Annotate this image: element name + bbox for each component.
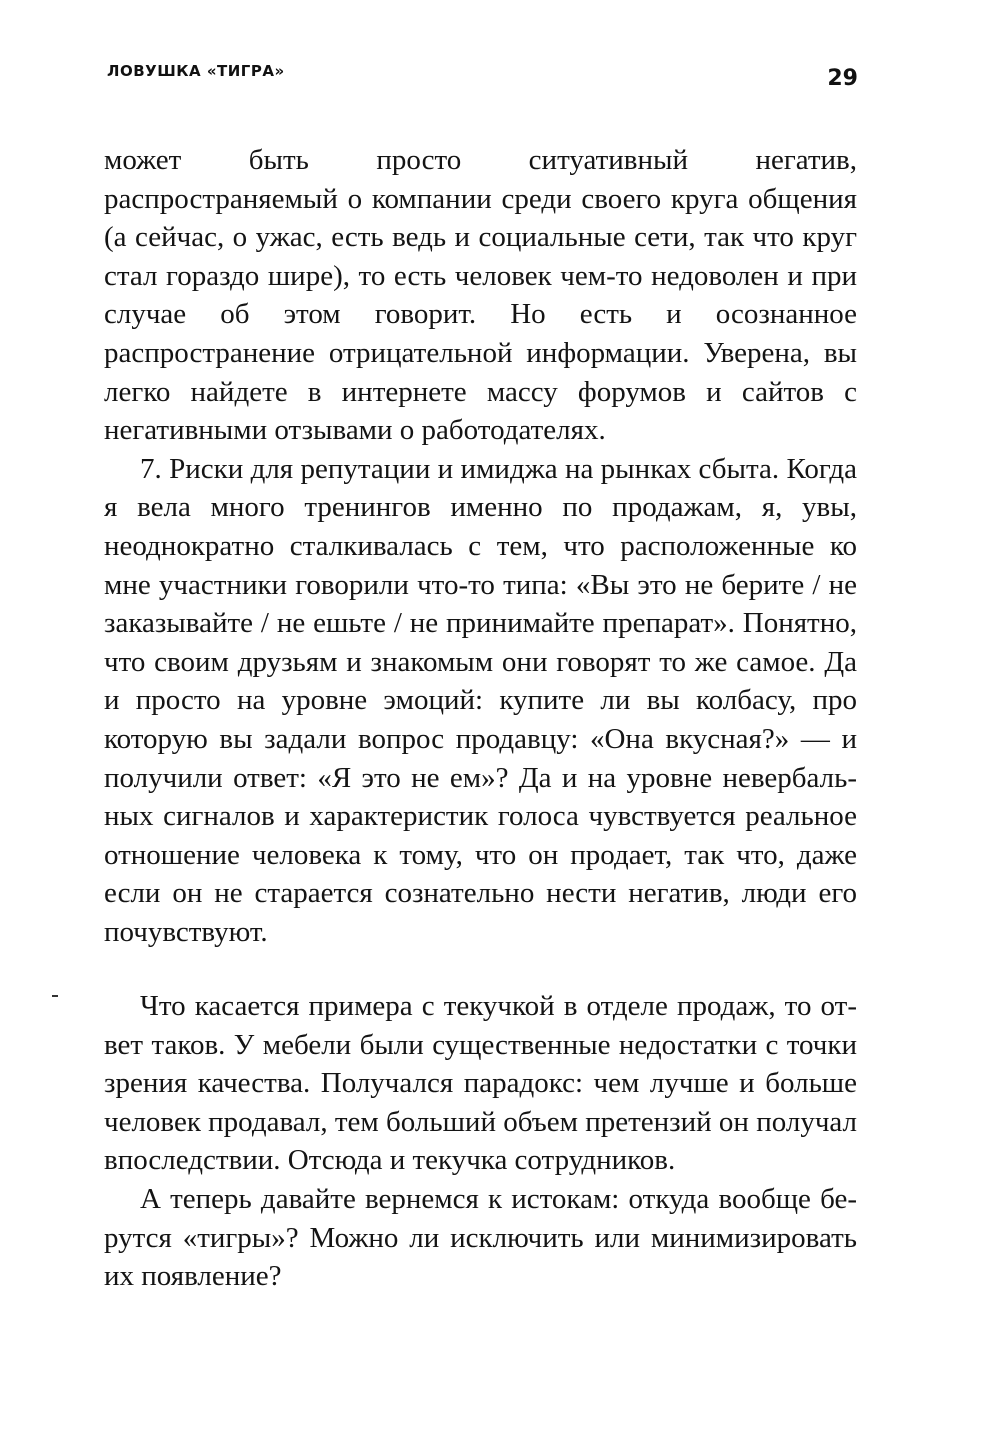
paragraph-continuation: может быть просто ситуативный негатив, распространяемый о компании среди своего круга общения (а сейчас, о ужас, есть ведь и социальные сети, так что круг стал гораздо шире), то есть человек чем-то недоволен и при случае об этом говорит. Но есть и осознанное распространение отрицательной информации. Уверена, вы легко найдете в интернете массу форумов и сайтов с негативными отзывами о работодателях. <box>104 144 857 447</box>
paragraph-closing-question: А теперь давайте вернемся к истокам: откуда вообще берутся «тигры»? Можно ли исключить или минимизировать их появление? <box>104 1182 857 1293</box>
paragraph-item-7: 7. Риски для репутации и имиджа на рынках сбыта. Когда я вела много тренингов именно по продажам, я, увы, неоднократно сталкивалась с тем, что расположенные ко мне участники говорили что-то типа: «Вы это не берите / не заказывайте / не ешьте / не принимайте препарат». Понятно, что своим друзьям и знакомым они говорят то же самое. Да и просто на уровне эмоций: купите ли вы колбасу, про которую вы задали вопрос продавцу: «Она вкусная?» — и получили ответ: «Я это не ем»? Да и на уровне невербальных сигналов и характеристик голоса чувствуется реальное отношение человека к тому, что он продает, так что, даже если он не старается сознательно нести негатив, люди его почувствуют. <box>104 452 857 948</box>
page-number: 29 <box>827 66 858 91</box>
scan-artifact-mark <box>52 995 58 997</box>
paragraph-sales-example: Что касается примера с текучкой в отделе продаж, то ответ таков. У мебели были существенные недостатки с точки зрения качества. Получался парадокс: чем лучше и больше человек продавал, тем больший объем претензий он получал впоследствии. Отсюда и текучка сотрудников. <box>104 990 857 1177</box>
text-block-upper <box>104 141 857 951</box>
running-title: ЛОВУШКА «ТИГРА» <box>107 62 285 80</box>
text-block-lower <box>104 987 857 1296</box>
